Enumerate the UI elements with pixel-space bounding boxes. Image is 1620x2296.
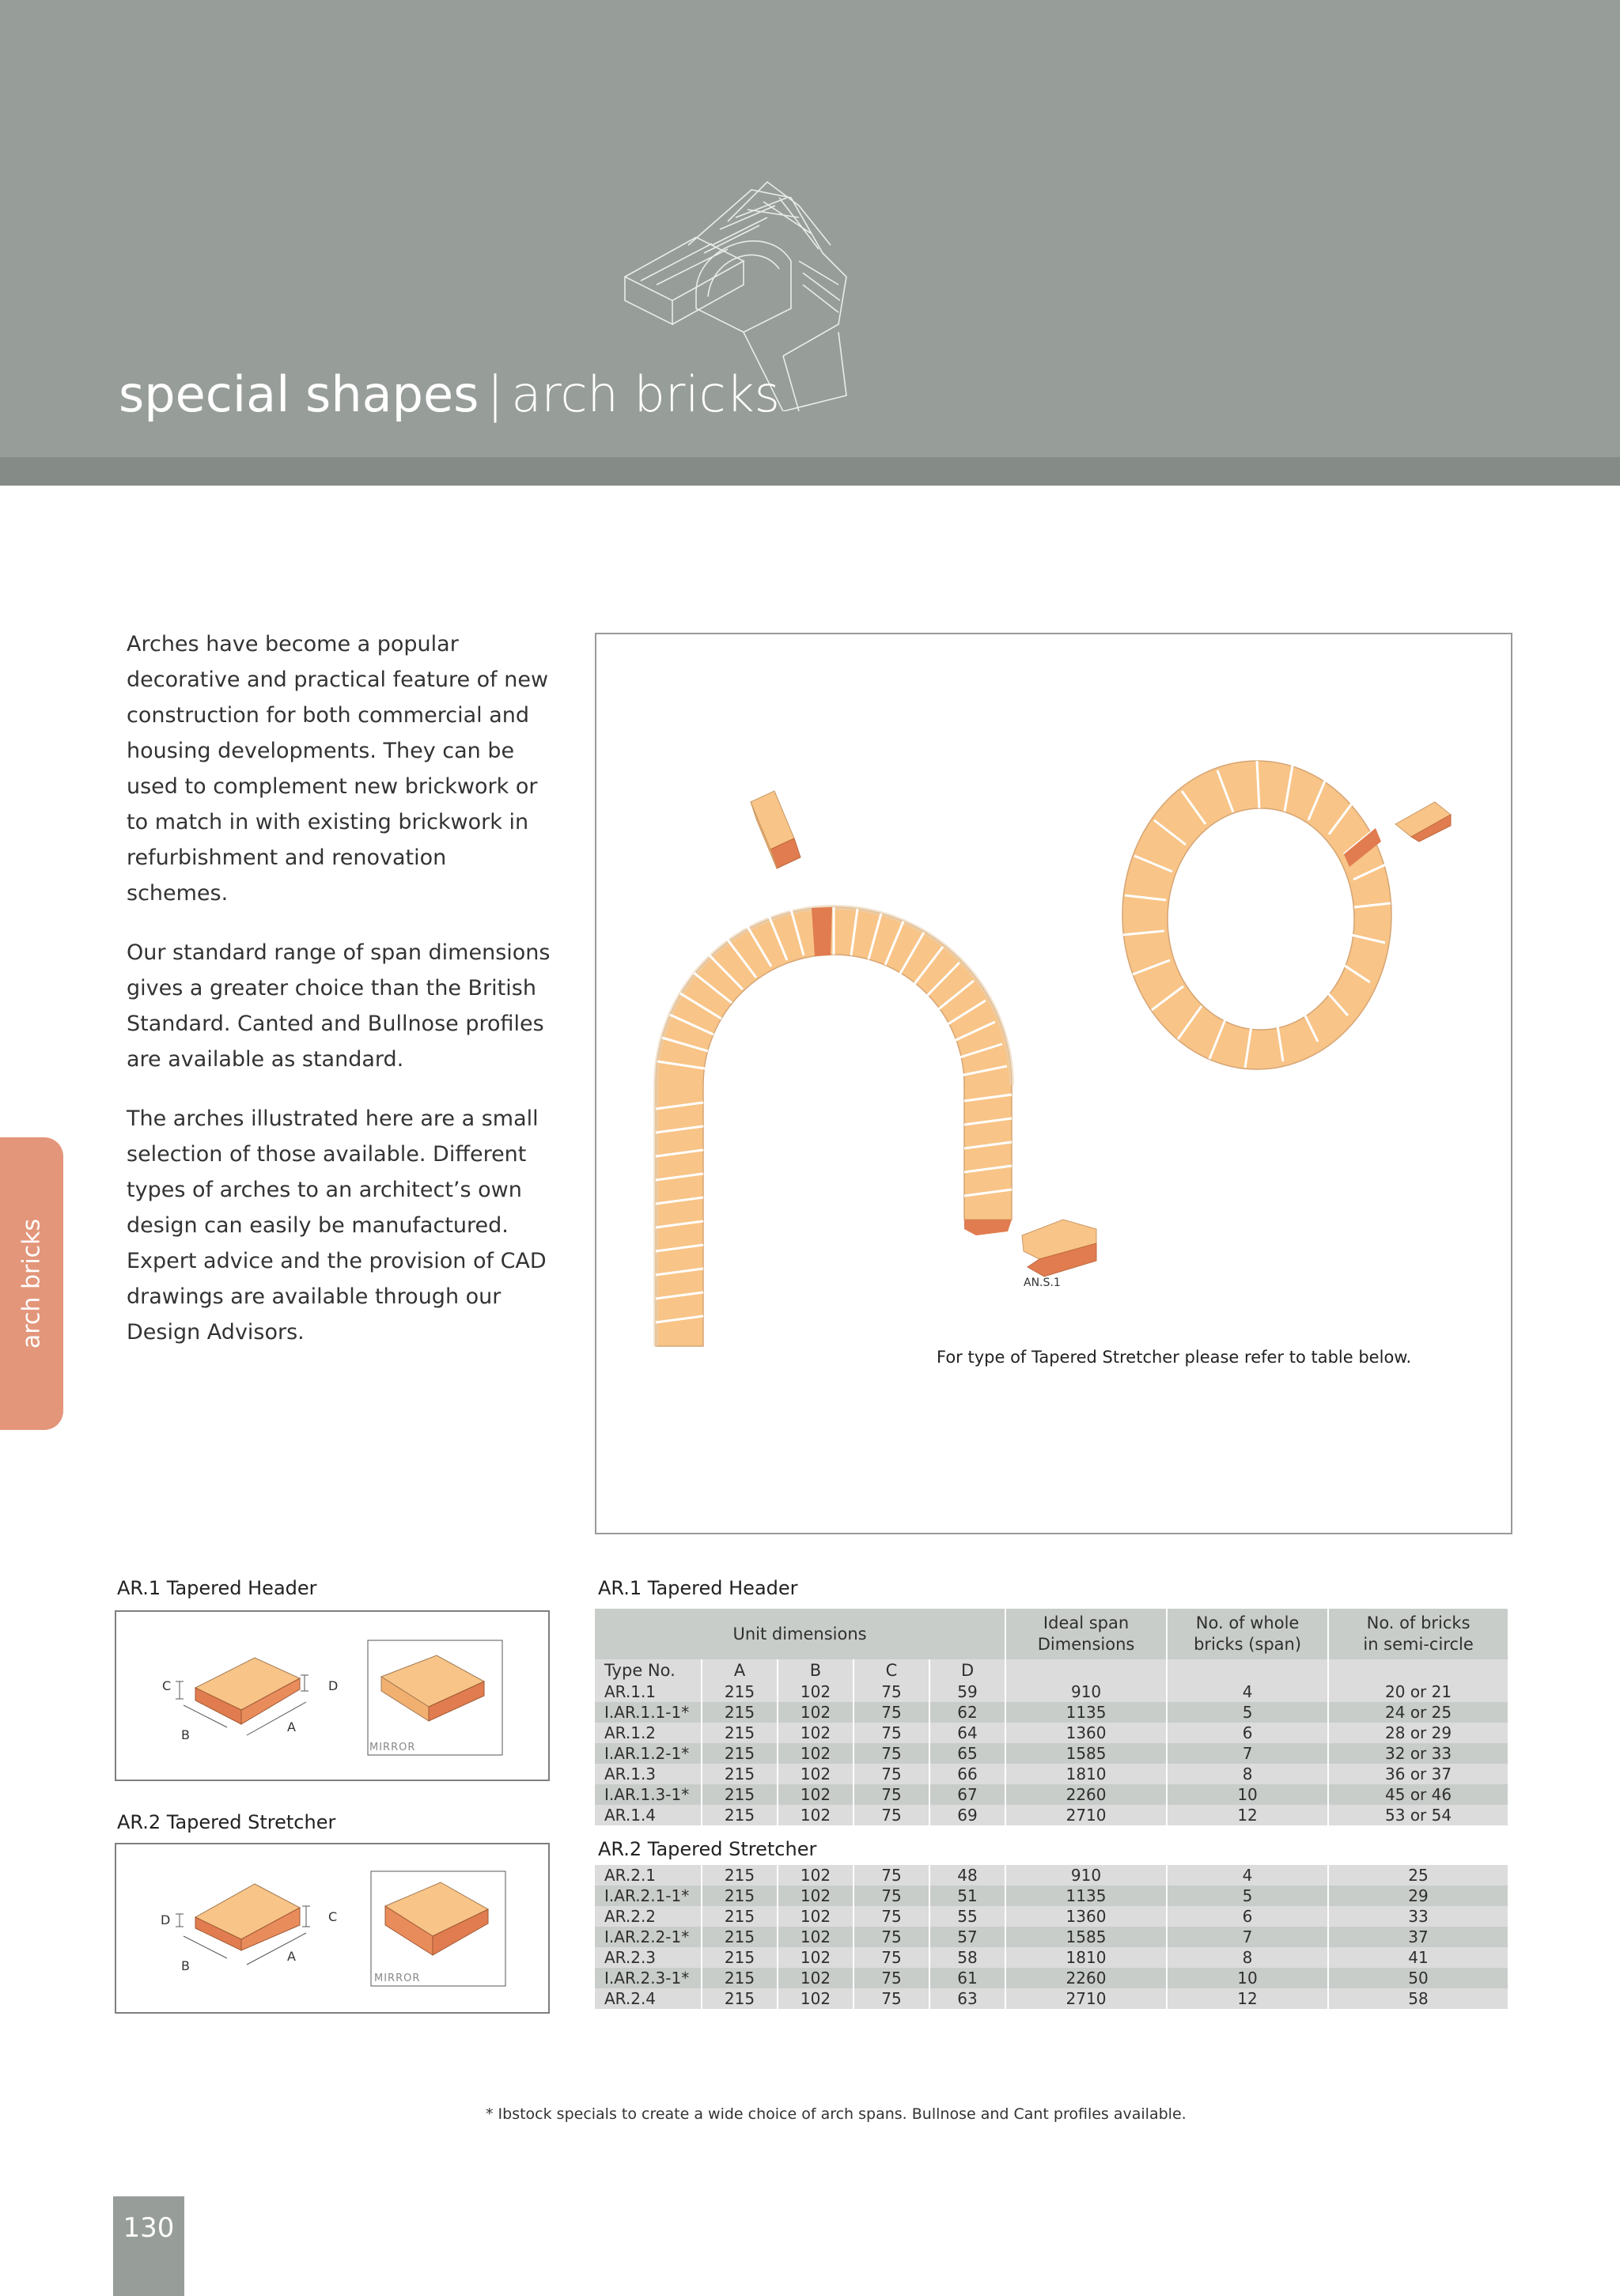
table-cell: 75 — [854, 1805, 930, 1825]
ideal-span-line1: Ideal span — [1043, 1613, 1130, 1632]
table-cell: 20 or 21 — [1329, 1681, 1508, 1702]
page-title-light: arch bricks — [511, 365, 780, 423]
table-cell: 5 — [1168, 1886, 1329, 1906]
table-cell: I.AR.1.2-1* — [595, 1743, 702, 1764]
table-cell: AR.2.3 — [595, 1947, 702, 1968]
diagram-title-header: AR.1 Tapered Header — [117, 1577, 317, 1599]
table-cell: 53 or 54 — [1329, 1805, 1508, 1825]
arch-illustration — [596, 634, 1514, 1536]
table-cell: I.AR.1.1-1* — [595, 1702, 702, 1723]
table-cell: 1360 — [1006, 1906, 1168, 1927]
table-cell: 102 — [778, 1906, 854, 1927]
table-cell: 102 — [778, 1805, 854, 1825]
table-cell: 75 — [854, 1743, 930, 1764]
table-row — [595, 1865, 1508, 1886]
table-cell: 1810 — [1006, 1947, 1168, 1968]
table-cell: 75 — [854, 1723, 930, 1743]
whole-bricks-line1: No. of whole — [1195, 1613, 1300, 1632]
table-cell: 215 — [702, 1865, 778, 1886]
loose-brick-right — [1395, 802, 1451, 842]
table-cell: AR.1.1 — [595, 1681, 702, 1702]
whole-bricks-line2: bricks (span) — [1194, 1635, 1302, 1654]
table-cell: 215 — [702, 1947, 778, 1968]
table-cell: AR.1.2 — [595, 1723, 702, 1743]
ring-arch — [1122, 761, 1391, 1069]
table-cell: I.AR.2.3-1* — [595, 1968, 702, 1988]
dim-label-b: B — [181, 1727, 190, 1742]
ar1-spec-table — [595, 1609, 1508, 1825]
table-cell: 8 — [1168, 1764, 1329, 1784]
ideal-span-header — [1006, 1609, 1168, 1659]
page-title-separator: | — [486, 365, 504, 423]
table-row — [595, 1805, 1508, 1825]
table-cell: 65 — [930, 1743, 1006, 1764]
table-cell: 64 — [930, 1723, 1006, 1743]
table-cell: I.AR.2.2-1* — [595, 1927, 702, 1947]
table-cell: AR.1.4 — [595, 1805, 702, 1825]
table-cell: 59 — [930, 1681, 1006, 1702]
table-cell: 1585 — [1006, 1743, 1168, 1764]
table-cell: 75 — [854, 1702, 930, 1723]
table-cell: 75 — [854, 1968, 930, 1988]
semi-circle-header — [1329, 1609, 1508, 1659]
table-row — [595, 1886, 1508, 1906]
table-cell: 75 — [854, 1927, 930, 1947]
table-cell: 10 — [1168, 1968, 1329, 1988]
page-number-box — [113, 2196, 184, 2296]
table-cell: 75 — [854, 1681, 930, 1702]
column-header-blank — [1006, 1659, 1168, 1681]
table-cell: 215 — [702, 1968, 778, 1988]
table-row — [595, 1764, 1508, 1784]
section-side-tab — [0, 1137, 63, 1430]
mirror-label: MIRROR — [374, 1973, 421, 1984]
page-title-bold: special shapes — [119, 365, 479, 423]
table-cell: 7 — [1168, 1743, 1329, 1764]
page-title — [119, 365, 780, 423]
table-cell: 4 — [1168, 1681, 1329, 1702]
table-cell: AR.1.3 — [595, 1764, 702, 1784]
table-cell: 28 or 29 — [1329, 1723, 1508, 1743]
side-tab-label: arch bricks — [17, 1218, 46, 1349]
table-cell: 102 — [778, 1886, 854, 1906]
tapered-header-diagram — [115, 1610, 550, 1781]
table-cell: 215 — [702, 1805, 778, 1825]
ar1-table-body — [595, 1681, 1508, 1825]
table-row — [595, 1947, 1508, 1968]
table-row — [595, 1681, 1508, 1702]
table-cell: 69 — [930, 1805, 1006, 1825]
table-cell: 12 — [1168, 1805, 1329, 1825]
table-cell: 215 — [702, 1743, 778, 1764]
table-cell: 102 — [778, 1743, 854, 1764]
table-cell: 1585 — [1006, 1927, 1168, 1947]
brick-ans1 — [1022, 1220, 1096, 1277]
arch-figure — [595, 633, 1512, 1534]
column-header-b: B — [778, 1659, 854, 1681]
table-row — [595, 1702, 1508, 1723]
diagram-title-stretcher: AR.2 Tapered Stretcher — [117, 1811, 336, 1833]
table-cell: 910 — [1006, 1865, 1168, 1886]
unit-dimensions-header: Unit dimensions — [595, 1609, 1006, 1659]
intro-paragraph: Arches have become a popular decorative and practical feature of new construction for both commercial and housing developments. They can be used to complement new brickwork or to match in with existing brickwork in refurbishment and renovation schemes. — [127, 632, 549, 906]
dim-label-d: D — [161, 1912, 171, 1927]
column-header-a: A — [702, 1659, 778, 1681]
dim-label-c: C — [328, 1909, 338, 1924]
figure-caption: For type of Tapered Stretcher please refer to table below. — [937, 1348, 1412, 1367]
table-cell: 215 — [702, 1681, 778, 1702]
table-cell: 5 — [1168, 1702, 1329, 1723]
table-cell: 102 — [778, 1702, 854, 1723]
table-cell: 57 — [930, 1927, 1006, 1947]
table-cell: 2710 — [1006, 1988, 1168, 2009]
table-cell: 2710 — [1006, 1805, 1168, 1825]
column-header-blank — [1329, 1659, 1508, 1681]
brick-code-label: AN.S.1 — [1024, 1277, 1061, 1289]
table-cell: 1810 — [1006, 1764, 1168, 1784]
table-title-stretcher: AR.2 Tapered Stretcher — [598, 1838, 817, 1860]
table-cell: 102 — [778, 1723, 854, 1743]
table-row — [595, 1743, 1508, 1764]
column-header-type: Type No. — [595, 1659, 702, 1681]
table-cell: 41 — [1329, 1947, 1508, 1968]
table-cell: 62 — [930, 1702, 1006, 1723]
table-cell: 215 — [702, 1784, 778, 1805]
header-strip — [0, 457, 1620, 486]
table-cell: 4 — [1168, 1865, 1329, 1886]
table-cell: 102 — [778, 1947, 854, 1968]
table-cell: 215 — [702, 1764, 778, 1784]
column-header-d: D — [930, 1659, 1006, 1681]
table-cell: 102 — [778, 1968, 854, 1988]
table-cell: 24 or 25 — [1329, 1702, 1508, 1723]
column-header-blank — [1168, 1659, 1329, 1681]
table-cell: 55 — [930, 1906, 1006, 1927]
table-cell: 48 — [930, 1865, 1006, 1886]
table-cell: 10 — [1168, 1784, 1329, 1805]
table-cell: 33 — [1329, 1906, 1508, 1927]
table-cell: 66 — [930, 1764, 1006, 1784]
dim-label-a: A — [287, 1949, 296, 1964]
table-cell: 102 — [778, 1764, 854, 1784]
semi-circle-line1: No. of bricks — [1366, 1613, 1470, 1632]
table-cell: 102 — [778, 1927, 854, 1947]
dim-label-a: A — [287, 1719, 296, 1734]
table-cell: 75 — [854, 1764, 930, 1784]
table-cell: 2260 — [1006, 1784, 1168, 1805]
table-title-header: AR.1 Tapered Header — [598, 1577, 798, 1599]
column-header-c: C — [854, 1659, 930, 1681]
table-cell: 215 — [702, 1886, 778, 1906]
footnote: * Ibstock specials to create a wide choice of arch spans. Bullnose and Cant profiles available. — [486, 2105, 1187, 2123]
table-cell: 215 — [702, 1723, 778, 1743]
table-cell: 29 — [1329, 1886, 1508, 1906]
table-cell: 6 — [1168, 1723, 1329, 1743]
table-row — [595, 1784, 1508, 1805]
table-cell: 910 — [1006, 1681, 1168, 1702]
table-cell: 8 — [1168, 1947, 1329, 1968]
table-cell: 75 — [854, 1886, 930, 1906]
table-cell: AR.2.2 — [595, 1906, 702, 1927]
dim-label-c: C — [162, 1678, 172, 1693]
table-cell: 75 — [854, 1865, 930, 1886]
table-row — [595, 1723, 1508, 1743]
table-cell: AR.2.4 — [595, 1988, 702, 2009]
table-cell: 215 — [702, 1906, 778, 1927]
table-cell: 215 — [702, 1702, 778, 1723]
table-cell: 32 or 33 — [1329, 1743, 1508, 1764]
table-cell: 25 — [1329, 1865, 1508, 1886]
table-cell: 45 or 46 — [1329, 1784, 1508, 1805]
table-cell: AR.2.1 — [595, 1865, 702, 1886]
mirror-label: MIRROR — [369, 1742, 416, 1753]
loose-brick-left — [751, 791, 801, 868]
table-cell: 215 — [702, 1927, 778, 1947]
semicircular-arch — [656, 907, 1012, 1346]
table-row — [595, 1988, 1508, 2009]
tapered-stretcher-diagram — [115, 1843, 550, 2014]
table-cell: 75 — [854, 1784, 930, 1805]
table-cell: I.AR.2.1-1* — [595, 1886, 702, 1906]
table-row — [595, 1906, 1508, 1927]
table-cell: 102 — [778, 1988, 854, 2009]
dim-label-d: D — [328, 1678, 339, 1693]
table-cell: 2260 — [1006, 1968, 1168, 1988]
table-cell: 36 or 37 — [1329, 1764, 1508, 1784]
table-cell: 102 — [778, 1681, 854, 1702]
page-number: 130 — [123, 2212, 175, 2244]
table-cell: 37 — [1329, 1927, 1508, 1947]
table-cell: 63 — [930, 1988, 1006, 2009]
table-cell: 12 — [1168, 1988, 1329, 2009]
whole-bricks-header — [1168, 1609, 1329, 1659]
table-cell: 75 — [854, 1906, 930, 1927]
tapered-header-brick-drawing — [116, 1612, 551, 1783]
table-cell: 215 — [702, 1988, 778, 2009]
table-cell: I.AR.1.3-1* — [595, 1784, 702, 1805]
dim-label-b: B — [181, 1958, 190, 1973]
table-row — [595, 1927, 1508, 1947]
table-cell: 61 — [930, 1968, 1006, 1988]
table-cell: 1360 — [1006, 1723, 1168, 1743]
table-cell: 1135 — [1006, 1702, 1168, 1723]
table-cell: 75 — [854, 1947, 930, 1968]
table-cell: 1135 — [1006, 1886, 1168, 1906]
table-cell: 102 — [778, 1784, 854, 1805]
ar2-table-body — [595, 1865, 1508, 2009]
table-cell: 6 — [1168, 1906, 1329, 1927]
table-cell: 102 — [778, 1865, 854, 1886]
intro-paragraph: Our standard range of span dimensions gives a greater choice than the British Standard. Canted and Bullnose profiles are available as standard. — [127, 940, 551, 1072]
ar2-spec-table — [595, 1865, 1508, 2009]
table-cell: 67 — [930, 1784, 1006, 1805]
intro-text — [127, 626, 554, 1374]
semi-circle-line2: in semi-circle — [1363, 1635, 1474, 1654]
table-cell: 51 — [930, 1886, 1006, 1906]
tapered-stretcher-brick-drawing — [116, 1844, 551, 2015]
table-cell: 7 — [1168, 1927, 1329, 1947]
intro-paragraph: The arches illustrated here are a small selection of those available. Different types of arches to an architect’s own design can easily be manufactured. Expert advice and the provision of CAD drawings are available through our Design Advisors. — [127, 1106, 547, 1345]
table-cell: 50 — [1329, 1968, 1508, 1988]
table-cell: 58 — [1329, 1988, 1508, 2009]
table-cell: 75 — [854, 1988, 930, 2009]
table-row — [595, 1968, 1508, 1988]
table-cell: 58 — [930, 1947, 1006, 1968]
ideal-span-line2: Dimensions — [1037, 1635, 1135, 1654]
